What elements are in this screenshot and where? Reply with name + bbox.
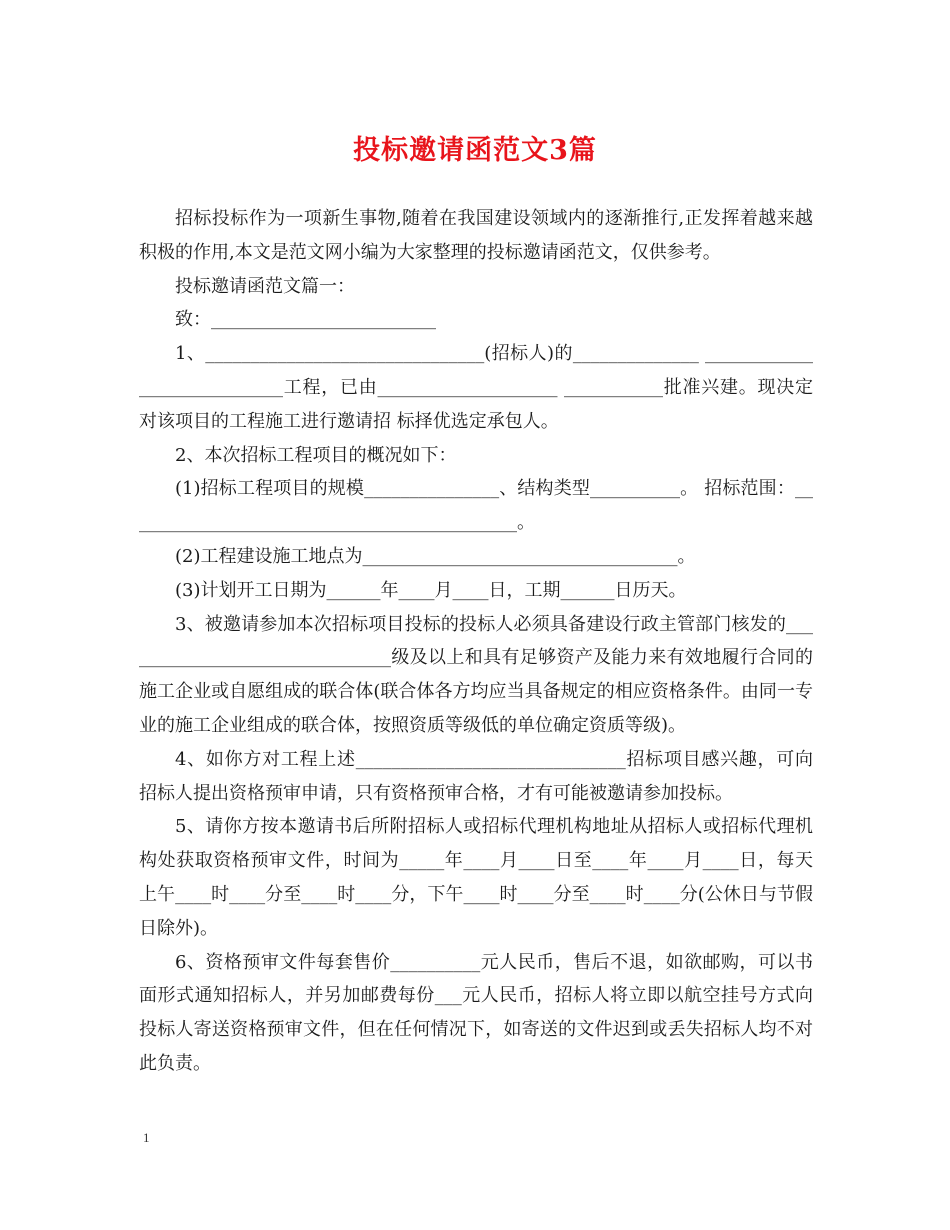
page-number: 1 xyxy=(143,1130,150,1145)
paragraph-item-1: 1、_______________________________(招标人)的______________ ____________________________工程，已由____________________ ___________批准兴建。现决定对该项目的工程施工进行邀请招 标择优选定承包人。 xyxy=(139,343,813,432)
paragraph-item-3: 3、被邀请参加本次招标项目投标的投标人必须具备建设行政主管部门核发的_______________________________级及以上和具有足够资产及能力来有效地履行合同的施工企业或自愿组成的联合体(联合体各方均应当具备规定的相应资格条件。由同一专业的施工企业组成的联合体，按照资质等级低的单位确定资质等级)。 xyxy=(139,613,813,736)
paragraph-item-2-3: (3)计划开工日期为______年____月____日，工期______日历天。 xyxy=(175,579,687,601)
paragraph-addressee: 致：_________________________ xyxy=(175,309,436,331)
paragraph-item-2-1: (1)招标工程项目的规模_______________、结构类型__________。 招标范围：____________________________________________。 xyxy=(139,478,813,534)
paragraph-item-2-2: (2)工程建设施工地点为___________________________________。 xyxy=(175,545,696,567)
paragraph-item-6: 6、资格预审文件每套售价__________元人民币，售后不退，如欲邮购，可以书面形式通知招标人，并另加邮费每份___元人民币，招标人将立即以航空挂号方式向投标人寄送资格预审文件，但在任何情况下，如寄送的文件迟到或丢失招标人均不对此负责。 xyxy=(139,951,813,1074)
paragraph-item-4: 4、如你方对工程上述______________________________招标项目感兴趣，可向招标人提出资格预审申请，只有资格预审合格，才有可能被邀请参加投标。 xyxy=(139,748,813,804)
paragraph-section-heading: 投标邀请函范文篇一： xyxy=(175,275,355,297)
paragraph-item-5: 5、请你方按本邀请书后所附招标人或招标代理机构地址从招标人或招标代理机构处获取资格预审文件，时间为_____年____月____日至____年____月____日，每天上午____时____分至____时____分，下午____时____分至____时____分(公休日与节假日除外)。 xyxy=(139,816,813,939)
document-title: 投标邀请函范文3篇 xyxy=(353,135,597,166)
paragraph-item-2: 2、本次招标工程项目的概况如下： xyxy=(175,444,457,466)
document-body xyxy=(139,202,813,1081)
paragraph-intro: 招标投标作为一项新生事物,随着在我国建设领域内的逐渐推行,正发挥着越来越积极的作用,本文是范文网小编为大家整理的投标邀请函范文，仅供参考。 xyxy=(139,208,813,263)
